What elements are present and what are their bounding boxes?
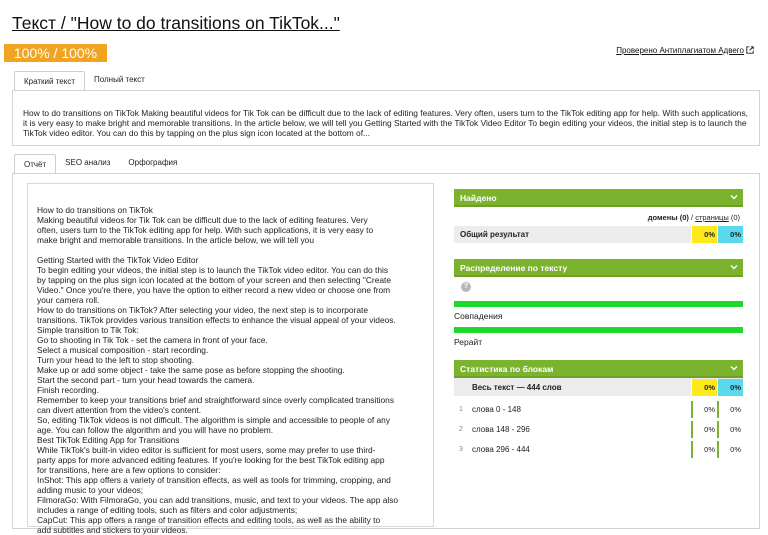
text-line: often, users turn to the TikTok editing app for help. With such applications, it is very easy to [37,225,374,235]
help-icon[interactable]: ? [461,282,471,292]
short-text-preview: How to do transitions on TikTok Making beautiful videos for Tik Tok can be difficult due to the lack of editing features. Very often, users turn to the TikTok editing app for help. With such applications, it is very easy to make bright and memorable transitions. In the article below, we will tell you Getting Started with the TikTok Video Editor To begin editing your videos, the initial step is to launch the TikTok video editor. You can do this by tapping on the plus sign icon located at the bottom of... [12,90,760,146]
text-line: How to do transitions on TikTok [37,205,153,215]
text-line: Video." Once you're there, you have the option to either record a new video or choose one from [37,285,391,295]
block-index: 3 [459,445,463,453]
chevron-down-icon[interactable] [729,262,739,272]
text-line: by tapping on the plus sign icon located at the bottom of your screen and then selecting "Create [37,275,392,285]
domains-label: домены [647,213,678,222]
text-line: add subtitles and stickers to your videos. [37,525,188,535]
text-view-tabs [14,70,154,90]
pages-count: (0) [730,213,740,222]
text-line: CapCut: This app offers a range of transition effects and editing tools, as well as the ability to [37,515,381,525]
tab-spelling[interactable]: Орфография [128,158,178,167]
text-line: make bright and memorable transitions. In the article below, we will tell you [37,235,314,245]
text-line: How to do transitions on TikTok? After selecting your video, the next step is to incorporate [37,305,368,315]
counts-separator: / [691,213,694,222]
report-panel [12,173,760,535]
text-line: Select a musical composition - start recording. [37,345,209,355]
text-line: While TikTok's built-in video editor is sufficient for most users, some may prefer to use third- [37,445,376,455]
external-link-icon [746,46,754,54]
antiplagiarism-link[interactable] [616,46,754,55]
tab-full-text[interactable]: Полный текст [93,75,145,84]
text-line: your camera roll. [37,295,100,305]
matches-distribution-bar [454,301,743,307]
tab-report[interactable]: Отчёт [14,154,56,174]
block-rewrite: 0% [717,401,743,418]
block-match: 0% [691,421,717,438]
text-line: FilmoraGo: With FilmoraGo, you can add transitions, music, and text to your videos. The app also [37,495,399,505]
block-index: 2 [459,425,463,433]
text-line: Remember to keep your transitions brief and straightforward since overly complicated transitions [37,395,395,405]
report-tabs [14,153,186,173]
block-stats-header[interactable] [454,360,743,378]
block-stats-section [454,360,743,458]
text-line: So, editing TikTok videos is not difficult. The algorithm is simple and accessible to people of any [37,415,391,425]
text-line: Simple transition to Tik Tok: [37,325,139,335]
matches-label: Совпадения [454,311,503,321]
block-stats-row[interactable] [454,440,743,458]
block-range: слова 296 - 444 [472,444,530,454]
distribution-header[interactable] [454,259,743,277]
found-counts [454,207,743,225]
text-line: for transitions, here are a few options to consider: [37,465,221,475]
overall-result-match: 0% [691,226,717,243]
rewrite-label: Рерайт [454,337,483,347]
checked-text-panel[interactable] [27,183,434,535]
block-stats-total-row [454,378,743,396]
overall-result-rewrite: 0% [717,226,743,243]
text-line: Making beautiful videos for Tik Tok can be difficult due to the lack of editing features. Very [37,215,368,225]
found-section [454,189,743,243]
distribution-title: Распределение по тексту [460,263,568,273]
block-range: слова 0 - 148 [472,404,521,414]
text-line: To begin editing your videos, the initial step is to launch the TikTok video editor. You can do this [37,265,389,275]
text-line: age. You can follow the algorithm and you will have no problem. [37,425,274,435]
text-line [37,245,425,255]
block-stats-row[interactable] [454,420,743,438]
text-line: Turn your head to the left to stop shooting. [37,355,195,365]
text-line: Finish recording. [37,385,99,395]
text-line: Go to shooting in Tik Tok - set the camera in front of your face. [37,335,268,345]
pages-link[interactable]: страницы [695,213,729,222]
text-line: Start the second part - turn your head towards the camera. [37,375,255,385]
progress-badge: 100% / 100% [4,44,107,62]
page-title[interactable]: Текст / "How to do transitions on TikTok..." [12,13,340,33]
found-title: Найдено [460,193,497,203]
text-line: party apps for more advanced editing features. If you're looking for the best TikTok editing app [37,455,385,465]
text-line: transitions. TikTok provides various transition effects to enhance the visual appeal of your videos. [37,315,396,325]
chevron-down-icon[interactable] [729,363,739,373]
rewrite-distribution-bar [454,327,743,333]
block-match: 0% [691,441,717,458]
tab-seo-analysis[interactable]: SEO анализ [65,158,111,167]
block-stats-row[interactable] [454,400,743,418]
text-line: Getting Started with the TikTok Video Editor [37,255,199,265]
domains-count: (0) [679,213,689,222]
block-stats-title: Статистика по блокам [460,364,554,374]
block-rewrite: 0% [717,421,743,438]
distribution-section [454,259,743,349]
text-line: Best TikTok Editing App for Transitions [37,435,180,445]
block-stats-total-rewrite: 0% [717,379,743,396]
text-line: includes a range of editing tools, such as filters and color adjustments; [37,505,298,515]
block-rewrite: 0% [717,441,743,458]
antiplagiarism-link-label: Проверено Антиплагиатом Адвего [616,46,744,55]
block-index: 1 [459,405,463,413]
found-header[interactable] [454,189,743,207]
block-stats-total-label: Весь текст — 444 слов [472,382,562,392]
text-line: InShot: This app offers a variety of transition effects, as well as tools for trimming, cropping, and [37,475,391,485]
text-line: adding music to your videos; [37,485,144,495]
text-line: can divert attention from the video's content. [37,405,202,415]
text-line: Make up or add some object - take the same pose as before stopping the shooting. [37,365,345,375]
chevron-down-icon[interactable] [729,192,739,202]
tab-short-text[interactable]: Краткий текст [14,71,85,91]
block-match: 0% [691,401,717,418]
overall-result-label: Общий результат [460,230,530,239]
block-range: слова 148 - 296 [472,424,530,434]
overall-result-row [454,226,743,243]
block-stats-total-match: 0% [691,379,717,396]
